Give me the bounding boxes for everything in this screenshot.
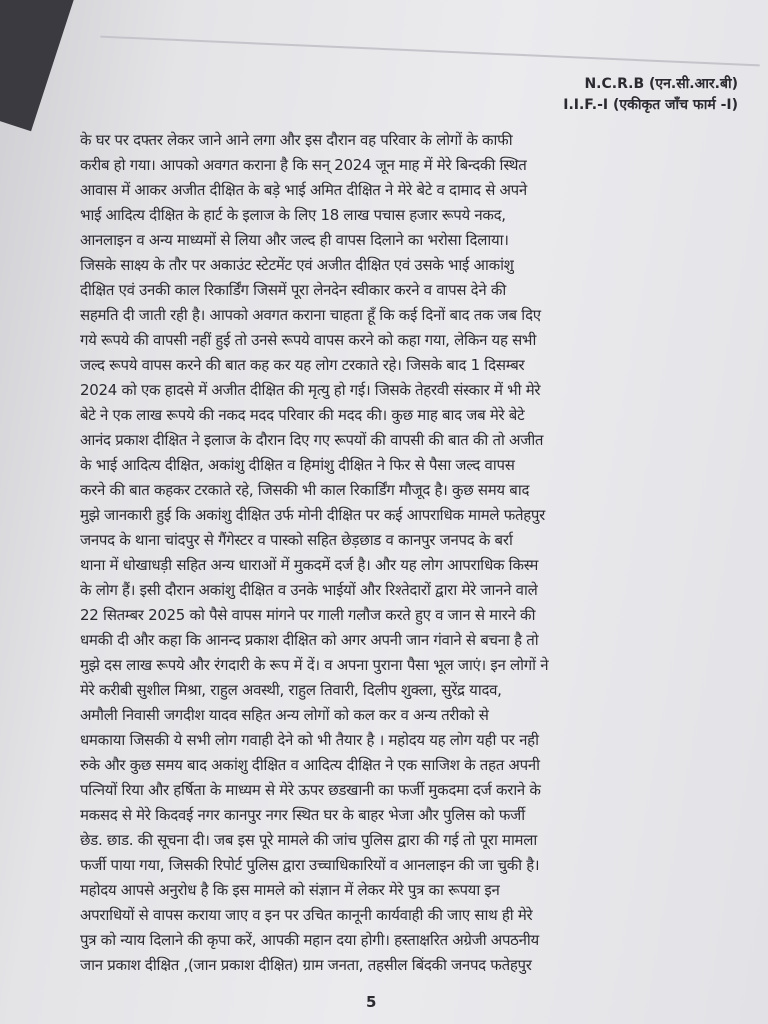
body-text-line: 2024 को एक हादसे में अजीत दीक्षित की मृत्यु हो गई। जिसके तेहरवी संस्कार में भी मेरे (80, 381, 541, 399)
body-text-line: आनलाइन व अन्य माध्यमों से लिया और जल्द ही वापस दिलाने का भरोसा दिलाया। (80, 231, 509, 249)
body-text-line: मुझे जानकारी हुई कि अकांशु दीक्षित उर्फ मोनी दीक्षित पर कई आपराधिक मामले फतेहपुर (80, 506, 545, 524)
body-text-line: धमकाया जिसकी ये सभी लोग गवाही देने को भी तैयार है । महोदय यह लोग यही पर नही (80, 731, 539, 749)
body-text-line: के घर पर दफ्तर लेकर जाने आने लगा और इस दौरान वह परिवार के लोगों के काफी (80, 131, 513, 149)
page-number: 5 (366, 993, 377, 1011)
body-text-line: सहमति दी जाती रही है। आपको अवगत कराना चाहता हूँ कि कई दिनों बाद तक जब दिए (80, 306, 541, 324)
body-text-line: के भाई आदित्य दीक्षित, अकांशु दीक्षित व हिमांशु दीक्षित ने फिर से पैसा जल्द वापस (80, 456, 515, 474)
body-text-line: मकसद से मेरे किदवई नगर कानपुर नगर स्थित घर के बाहर भेजा और पुलिस को फर्जी (80, 806, 525, 824)
body-text-line: करने की बात कहकर टरकाते रहे, जिसकी भी काल रिकार्डिंग मौजूद है। कुछ समय बाद (80, 481, 530, 499)
body-text-line: के लोग हैं। इसी दौरान अकांशु दीक्षित व उनके भाईयों और रिश्तेदारों द्वारा मेरे जानने वाले (80, 581, 538, 599)
form-header (563, 74, 738, 116)
body-text-line: फर्जी पाया गया, जिसकी रिपोर्ट पुलिस द्वारा उच्चाधिकारियों व आनलाइन की जा चुकी है। (80, 856, 540, 874)
body-text-line: गये रूपये की वापसी नहीं हुई तो उनसे रूपये वापस करने को कहा गया, लेकिन यह सभी (80, 331, 537, 349)
body-text-line: अपराधियों से वापस कराया जाए व इन पर उचित कानूनी कार्यवाही की जाए साथ ही मेरे (80, 906, 533, 924)
header-ncrb: N.C.R.B (एन.सी.आर.बी) (584, 76, 738, 92)
body-text-line: महोदय आपसे अनुरोध है कि इस मामले को संज्ञान में लेकर मेरे पुत्र का रूपया इन (80, 881, 500, 899)
body-text-line: करीब हो गया। आपको अवगत कराना है कि सन् 2024 जून माह में मेरे बिन्दकी स्थित (80, 156, 527, 174)
document-body (80, 128, 720, 978)
body-text-line: पत्नियों रिया और हर्षिता के माध्यम से मेरे ऊपर छडखानी का फर्जी मुकदमा दर्ज कराने के (80, 781, 541, 799)
body-text-line: जिसके साक्ष्य के तौर पर अकाउंट स्टेटमेंट एवं अजीत दीक्षित एवं उसके भाई आकांशु (80, 256, 514, 274)
page-edge-shadow (0, 0, 74, 131)
page-fold-line (100, 36, 759, 67)
body-text-line: जान प्रकाश दीक्षित ,(जान प्रकाश दीक्षित) ग्राम जनता, तहसील बिंदकी जनपद फतेहपुर (80, 956, 532, 974)
body-text-line: जल्द रूपये वापस करने की बात कह कर यह लोग टरकाते रहे। जिसके बाद 1 दिसम्बर (80, 356, 525, 374)
body-text-line: अमौली निवासी जगदीश यादव सहित अन्य लोगों को कल कर व अन्य तरीको से (80, 706, 489, 724)
body-text-line: भाई आदित्य दीक्षित के हार्ट के इलाज के लिए 18 लाख पचास हजार रूपये नकद, (80, 206, 506, 224)
body-text-line: मुझे दस लाख रूपये और रंगदारी के रूप में दें। व अपना पुराना पैसा भूल जाएं। इन लोगों ने (80, 656, 549, 674)
body-text-line: आनंद प्रकाश दीक्षित ने इलाज के दौरान दिए गए रूपयों की वापसी की बात की तो अजीत (80, 431, 544, 449)
body-text-line: मेरे करीबी सुशील मिश्रा, राहुल अवस्थी, राहुल तिवारी, दिलीप शुक्ला, सुरेंद्र यादव, (80, 681, 502, 699)
header-iif: I.I.F.-I (एकीकृत जाँच फार्म -I) (563, 97, 738, 113)
body-text-line: थाना में धोखाधड़ी सहित अन्य धाराओं में मुकदमें दर्ज है। और यह लोग आपराधिक किस्म (80, 556, 538, 574)
body-text-line: दीक्षित एवं उनकी काल रिकार्डिंग जिसमें पूरा लेनदेन स्वीकार करने व वापस देने की (80, 281, 506, 299)
body-text-line: 22 सितम्बर 2025 को पैसे वापस मांगने पर गाली गलौज करते हुए व जान से मारने की (80, 606, 536, 624)
body-text-line: जनपद के थाना चांदपुर से गैंगेस्टर व पास्को सहित छेड़छाड व कानपुर जनपद के बर्रा (80, 531, 513, 549)
body-text-line: बेटे ने एक लाख रूपये की नकद मदद परिवार की मदद की। कुछ माह बाद जब मेरे बेटे (80, 406, 525, 424)
body-text-line: रुके और कुछ समय बाद अकांशु दीक्षित व आदित्य दीक्षित ने एक साजिश के तहत अपनी (80, 756, 540, 774)
body-text-line: आवास में आकर अजीत दीक्षित के बड़े भाई अमित दीक्षित ने मेरे बेटे व दामाद से अपने (80, 181, 527, 199)
body-text-line: छेड. छाड. की सूचना दी। जब इस पूरे मामले की जांच पुलिस द्वारा की गई तो पूरा मामला (80, 831, 537, 849)
body-text-line: धमकी दी और कहा कि आनन्द प्रकाश दीक्षित को अगर अपनी जान गंवाने से बचना है तो (80, 631, 539, 649)
body-text-line: पुत्र को न्याय दिलाने की कृपा करें, आपकी महान दया होगी। हस्ताक्षरित अग्रेजी अपठनीय (80, 931, 539, 949)
